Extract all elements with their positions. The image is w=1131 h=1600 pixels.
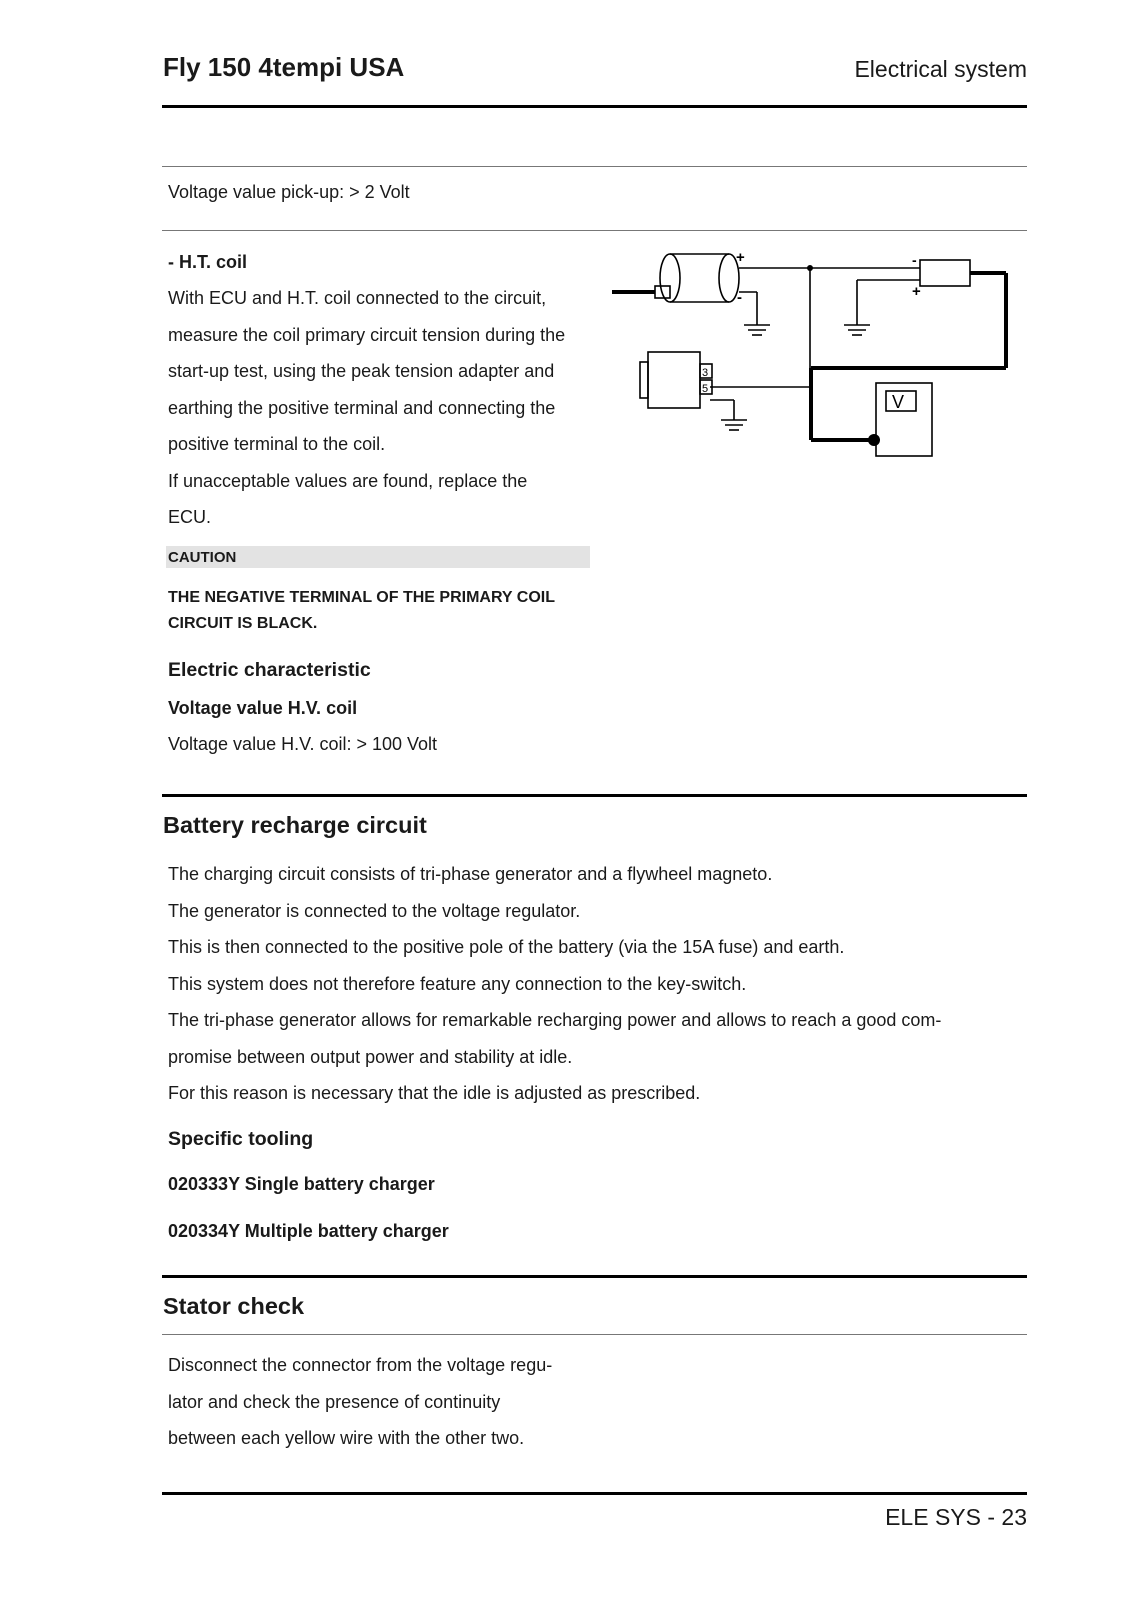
- text-line: promise between output power and stability at idle.: [168, 1046, 573, 1067]
- caution-label: CAUTION: [168, 549, 237, 566]
- connector-pin-label: 5: [702, 383, 709, 395]
- text-line: The tri-phase generator allows for remarkable recharging power and allows to reach a good com-: [168, 1010, 942, 1030]
- ht-coil-wiring-diagram: [612, 250, 1022, 480]
- ht-coil-text: [168, 280, 608, 536]
- specific-tooling-heading: Specific tooling: [168, 1128, 314, 1150]
- text-line: lator and check the presence of continuity: [168, 1391, 501, 1412]
- ht-coil-icon: [655, 254, 739, 302]
- tooling-item: 020334Y Multiple battery charger: [168, 1221, 449, 1241]
- earth-icon: [721, 420, 747, 430]
- battery-recharge-heading: Battery recharge circuit: [163, 812, 427, 838]
- text-line: ECU.: [168, 507, 212, 527]
- text-line: measure the coil primary circuit tension during the: [168, 324, 566, 345]
- text-line: The generator is connected to the voltage regulator.: [168, 900, 581, 921]
- pickup-voltage: Voltage value pick-up: > 2 Volt: [168, 182, 410, 202]
- text-line: This system does not therefore feature any connection to the key-switch.: [168, 973, 747, 994]
- caution-line: CIRCUIT IS BLACK.: [168, 614, 318, 632]
- tooling-item: 020333Y Single battery charger: [168, 1174, 435, 1194]
- stator-check-text: [168, 1347, 608, 1457]
- peak-adapter-icon: [920, 260, 970, 286]
- plus-label: +: [912, 283, 921, 300]
- voltage-hv-value: Voltage value H.V. coil: > 100 Volt: [168, 734, 438, 754]
- text-line: between each yellow wire with the other two.: [168, 1428, 525, 1448]
- plus-label: +: [736, 250, 745, 266]
- earth-icon: [744, 325, 770, 335]
- text-line: earthing the positive terminal and connecting the: [168, 397, 556, 418]
- stator-check-heading: Stator check: [163, 1293, 305, 1319]
- text-line: Disconnect the connector from the voltage regu-: [168, 1355, 553, 1375]
- text-line: start-up test, using the peak tension adapter and: [168, 361, 555, 381]
- header-rule: [162, 105, 1027, 108]
- caution-line: THE NEGATIVE TERMINAL OF THE PRIMARY COIL: [168, 589, 555, 606]
- battery-recharge-text: [168, 856, 1028, 1112]
- divider: [162, 166, 1027, 167]
- divider: [162, 230, 1027, 231]
- minus-label: -: [912, 252, 917, 268]
- text-line: positive terminal to the coil.: [168, 434, 386, 454]
- document-title: Fly 150 4tempi USA: [163, 52, 405, 82]
- ht-coil-heading: - H.T. coil: [168, 252, 248, 272]
- text-line: If unacceptable values are found, replace the: [168, 470, 528, 491]
- ecu-connector-icon: [640, 352, 712, 408]
- text-line: The charging circuit consists of tri-phase generator and a flywheel magneto.: [168, 864, 773, 884]
- voltage-hv-subheading: Voltage value H.V. coil: [168, 698, 358, 718]
- earth-icon: [844, 325, 870, 335]
- section-rule: [162, 794, 1027, 797]
- electric-characteristic-heading: Electric characteristic: [168, 659, 371, 681]
- caution-text: [168, 585, 598, 636]
- text-line: For this reason is necessary that the idle is adjusted as prescribed.: [168, 1083, 701, 1103]
- text-line: This is then connected to the positive pole of the battery (via the 15A fuse) and earth.: [168, 937, 845, 957]
- minus-label: -: [737, 289, 742, 306]
- connector-pin-label: 3: [702, 367, 709, 379]
- text-line: With ECU and H.T. coil connected to the circuit,: [168, 288, 547, 308]
- meter-label: V: [892, 392, 905, 412]
- footer-rule: [162, 1492, 1027, 1495]
- section-name: Electrical system: [854, 56, 1027, 82]
- divider: [162, 1334, 1027, 1335]
- page-number: ELE SYS - 23: [885, 1504, 1027, 1530]
- section-rule: [162, 1275, 1027, 1278]
